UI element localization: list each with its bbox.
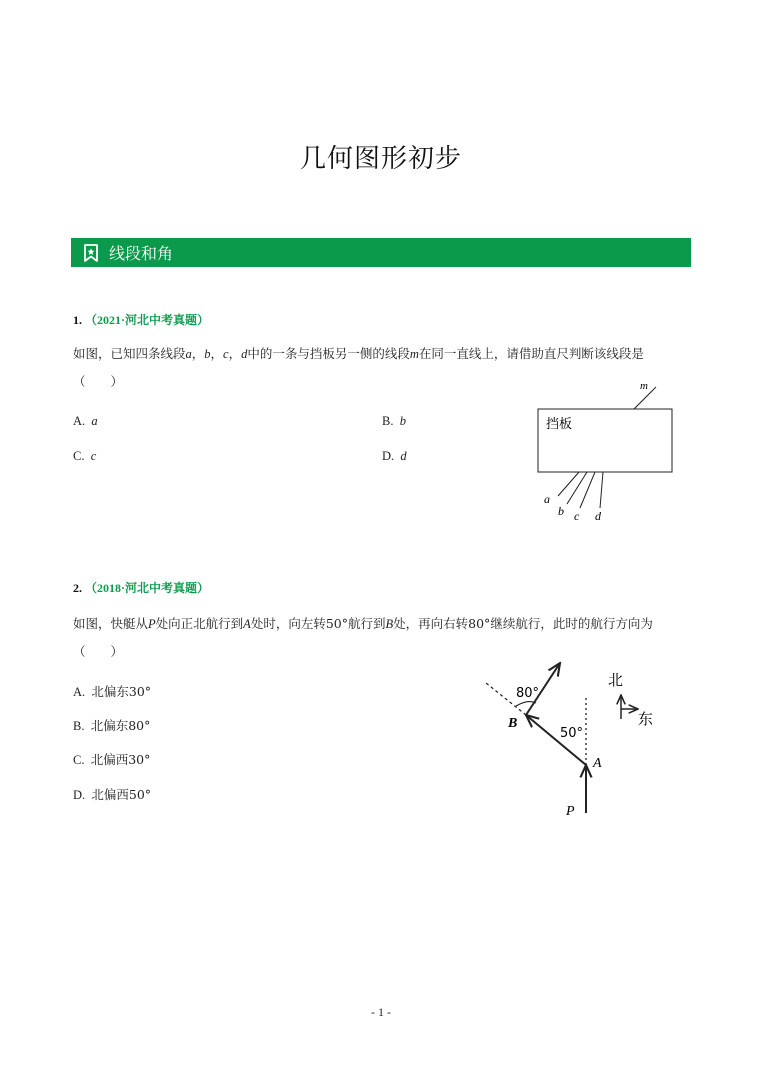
point-label-p: P [566, 804, 575, 819]
answer-blank: （ ） [73, 644, 124, 659]
question-1-header [73, 311, 209, 328]
option-d[interactable] [382, 449, 407, 464]
navigation-figure [480, 655, 690, 825]
stem-text: 在同一直线上，请借助直尺判断该线段是 [418, 346, 644, 361]
var-b: B [385, 617, 394, 631]
option-letter: A. [73, 414, 86, 428]
stem-text: 处向正北航行到 [155, 616, 244, 631]
var-b: b [204, 347, 211, 361]
stem-text: 处时，向左转 [250, 616, 326, 631]
option-value: a [91, 414, 98, 428]
stem-text: 处，再向右转 [393, 616, 469, 631]
stem-text: 如图，已知四条线段 [73, 346, 186, 361]
angle-value: 80° [468, 616, 491, 631]
stem-text: 继续航行，此时的航行方向为 [490, 616, 653, 631]
option-a[interactable] [73, 682, 151, 700]
question-source: （2018·河北中考真题） [85, 581, 210, 595]
angle-value: 50° [325, 616, 348, 631]
baffle-label: 挡板 [546, 417, 573, 432]
label-d: d [595, 509, 601, 523]
segment-c [580, 472, 595, 508]
option-value: c [90, 449, 97, 463]
compass-east-label: 东 [638, 710, 654, 728]
option-value: 北偏西50° [91, 787, 152, 802]
option-value: d [400, 449, 407, 463]
option-value: 北偏东80° [90, 718, 151, 733]
label-a: a [544, 492, 550, 506]
option-letter: D. [382, 449, 395, 463]
segment-d [600, 472, 603, 508]
page-number: - 1 - [371, 1005, 391, 1019]
label-m: m [640, 380, 648, 392]
bookmark-star-icon [83, 244, 99, 262]
stem-text: 如图，快艇从 [73, 616, 149, 631]
option-letter: D. [73, 788, 86, 802]
point-label-b: B [508, 716, 518, 731]
option-value: 北偏西30° [90, 752, 151, 767]
label-c: c [574, 509, 580, 523]
section-title: 线段和角 [109, 244, 174, 263]
section-header [71, 238, 691, 267]
option-c[interactable] [73, 750, 150, 768]
stem-text: 航行到 [347, 616, 386, 631]
answer-blank: （ ） [73, 374, 124, 389]
stem-text: ， [228, 346, 242, 361]
option-letter: B. [73, 719, 85, 733]
var-p: P [148, 617, 156, 631]
question-number: 1. [73, 313, 82, 327]
question-number: 2. [73, 581, 82, 595]
question-source: （2021·河北中考真题） [85, 313, 210, 327]
angle-label-a: 50° [560, 726, 584, 741]
baffle-figure [530, 375, 690, 530]
segment-a [558, 472, 579, 496]
option-c[interactable] [73, 449, 96, 464]
option-letter: C. [73, 449, 85, 463]
option-value: b [399, 414, 406, 428]
stem-text: 中的一条与挡板另一侧的线段 [247, 346, 410, 361]
option-d[interactable] [73, 785, 151, 803]
var-m: m [409, 347, 419, 361]
option-letter: A. [73, 685, 86, 699]
var-c: c [223, 347, 229, 361]
var-a: a [185, 347, 192, 361]
option-b[interactable] [382, 414, 406, 429]
stem-text: ， [191, 346, 205, 361]
label-b: b [558, 504, 564, 518]
option-a[interactable] [73, 414, 98, 429]
option-letter: B. [382, 414, 394, 428]
option-b[interactable] [73, 716, 150, 734]
page-title: 几何图形初步 [299, 144, 462, 174]
point-label-a: A [593, 756, 602, 771]
var-d: d [241, 347, 248, 361]
stem-text: ， [210, 346, 224, 361]
var-a: A [243, 617, 251, 631]
option-letter: C. [73, 753, 85, 767]
question-2-header [73, 579, 209, 596]
angle-label-b: 80° [516, 686, 540, 701]
compass-north-label: 北 [608, 671, 624, 689]
option-value: 北偏东30° [91, 684, 152, 699]
